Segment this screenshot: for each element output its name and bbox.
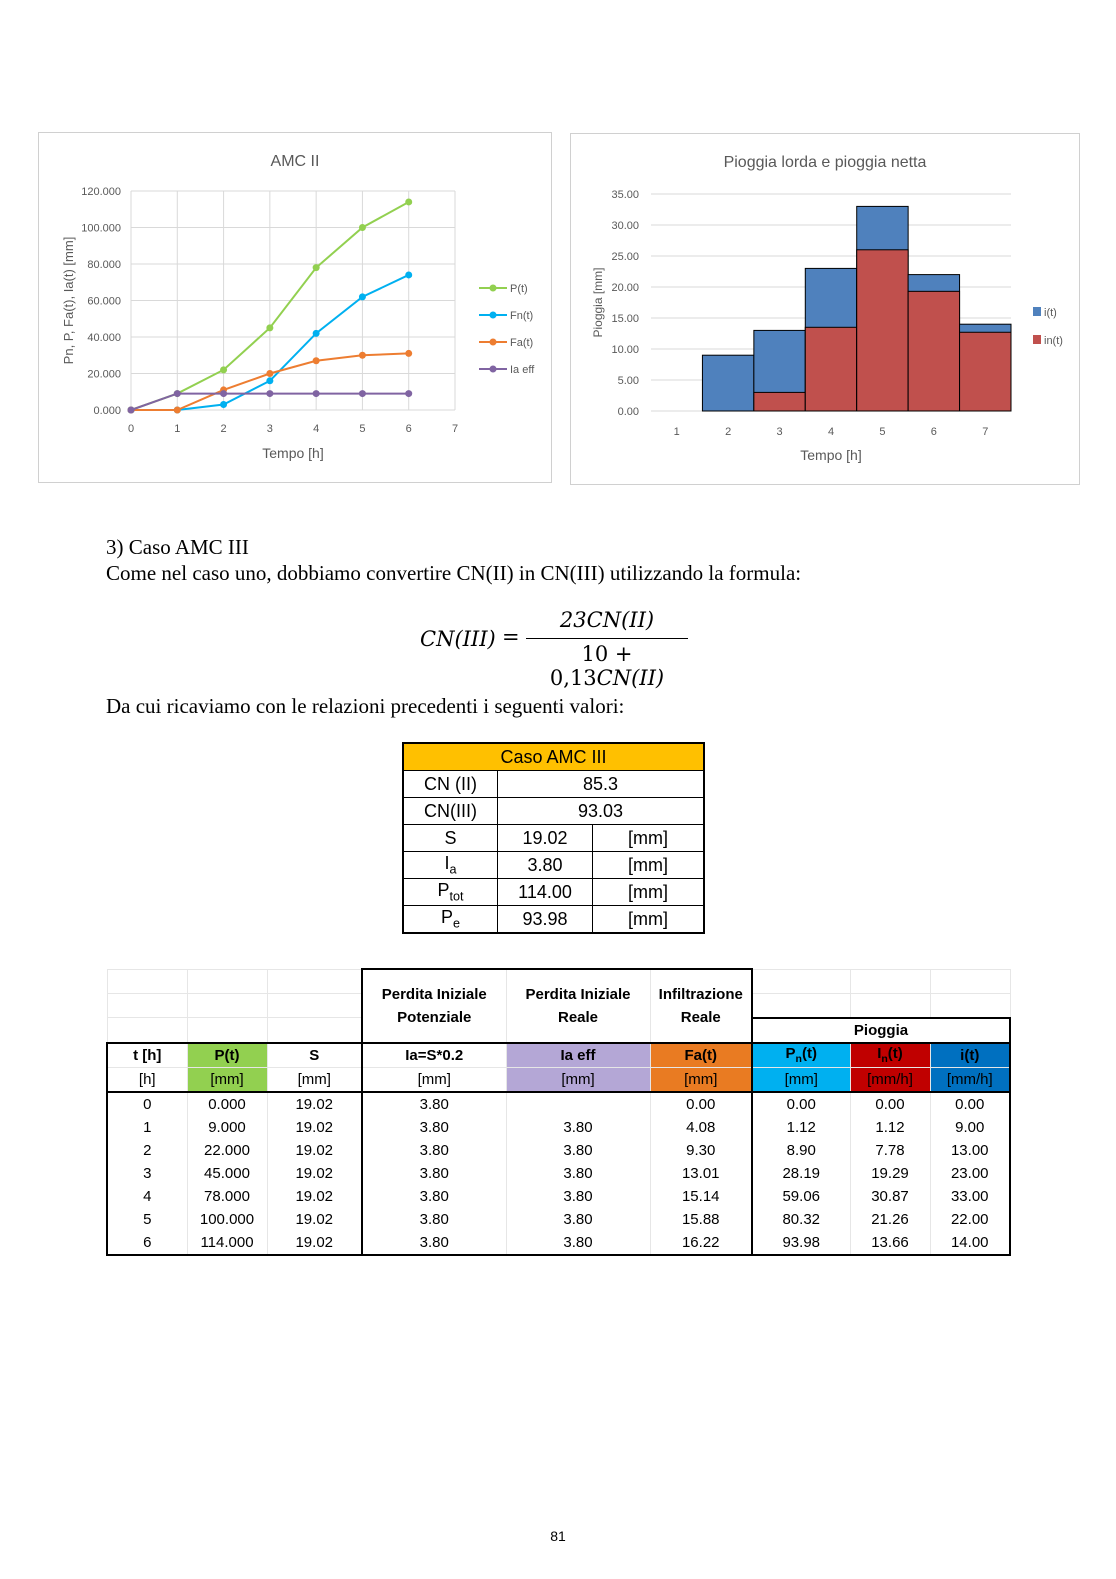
data-point [405,390,412,397]
perdita-pot-line2: Potenziale [397,1008,472,1026]
perdita-pot-line1: Perdita Iniziale [381,985,487,1003]
table-cell: 3.80 [506,1139,650,1162]
perdita-reale-line1: Perdita Iniziale [525,985,631,1003]
table-cell: 3.80 [506,1116,650,1139]
rain-bar-chart [570,133,1080,485]
table-cell: 19.02 [267,1139,362,1162]
y-tick-label: 20.000 [87,368,121,381]
table-cell: 0.000 [187,1092,267,1116]
data-point [266,377,273,384]
y-tick-label: 25.00 [611,251,639,263]
table-cell: 9.30 [650,1139,752,1162]
cn3-value: 93.03 [498,798,705,825]
perdita-reale-line2: Reale [557,1008,599,1026]
data-point [359,352,366,359]
infiltrazione-line1: Infiltrazione [658,985,743,1003]
legend-marker [490,285,497,292]
col-header-ia: Ia=S*0.2 [362,1043,506,1068]
data-point [359,390,366,397]
data-point [220,390,227,397]
legend-marker [490,366,497,373]
x-tick-label: 7 [982,426,989,438]
formula-lhs: CN(III) [420,627,496,651]
legend-label: Fn(t) [510,310,534,322]
col-header-p: P(t) [187,1043,267,1068]
table-row [107,1092,1010,1116]
infiltrazione-line2: Reale [680,1008,721,1026]
cn2-value: 85.3 [498,771,705,798]
infiltrazione-header [650,969,752,1043]
y-tick-label: 15.00 [611,313,639,325]
unit-t: [h] [107,1067,187,1092]
ptot-value: 114.00 [498,879,593,906]
formula-denominator [526,642,688,690]
y-tick-label: 5.00 [617,375,639,387]
table-cell: 21.26 [850,1208,930,1231]
legend-label: Ia eff [510,364,535,376]
table-cell: 1 [107,1116,187,1139]
cn2-label: CN (II) [403,771,498,798]
table-cell: 19.02 [267,1162,362,1185]
table-row [403,879,704,906]
table-cell: 19.29 [850,1162,930,1185]
in-sub: n [881,1053,888,1065]
table-cell: 7.78 [850,1139,930,1162]
pn-sub: n [795,1053,802,1065]
section-heading: 3) Caso AMC III [106,535,249,559]
x-axis-label: Tempo [h] [262,445,324,461]
rain-chart-svg [571,134,1079,484]
legend-label: i(t) [1044,307,1057,319]
table-cell: 13.00 [930,1139,1010,1162]
ptot-label-text: P [437,880,450,901]
table-cell: 4 [107,1185,187,1208]
table-cell: 3.80 [506,1162,650,1185]
col-header-t: t [h] [107,1043,187,1068]
data-point [405,350,412,357]
table-cell: 28.19 [752,1162,850,1185]
legend-swatch [1033,335,1041,344]
table-cell: 19.02 [267,1231,362,1255]
table-row [403,825,704,852]
table-row [107,969,1010,993]
pe-label-sub: e [453,916,461,931]
col-header-fa: Fa(t) [650,1043,752,1068]
x-tick-label: 4 [827,426,835,438]
table-cell: 3.80 [506,1231,650,1255]
table-cell [506,1092,650,1116]
legend-marker [490,339,497,346]
unit-in: [mm/h] [850,1067,930,1092]
ia-unit: [mm] [593,852,705,879]
data-point [405,198,412,205]
data-point [266,324,273,331]
pn-text: P [785,1045,796,1062]
y-tick-label: 80.000 [87,259,121,271]
table-cell: 16.22 [650,1231,752,1255]
data-point [266,390,273,397]
bar-gross-rain [702,355,753,411]
x-tick-label: 2 [220,423,227,435]
table-cell: 93.98 [752,1231,850,1255]
col-header-iaeff: Ia eff [506,1043,650,1068]
section-intro: Come nel caso uno, dobbiamo convertire CN(II) in CN(III) utilizzando la formula: [106,561,802,585]
table-cell: 3.80 [362,1162,506,1185]
perdita-potenziale-header [362,969,506,1043]
data-point [174,407,181,414]
ptot-unit: [mm] [593,879,705,906]
table-cell: 3.80 [362,1092,506,1116]
table-cell: 3.80 [506,1185,650,1208]
table-cell: 80.32 [752,1208,850,1231]
table-row [107,1231,1010,1255]
table-cell: 45.000 [187,1162,267,1185]
y-tick-label: 100.000 [81,222,121,235]
ptot-label [403,879,498,906]
bar-net-rain [908,291,959,411]
data-point [266,370,273,377]
table-cell: 3.80 [362,1208,506,1231]
s-value: 19.02 [498,825,593,852]
s-unit: [mm] [593,825,705,852]
table-row [403,852,704,879]
pe-unit: [mm] [593,906,705,934]
perdita-reale-header [506,969,650,1043]
table-cell: 3 [107,1162,187,1185]
col-header-i: i(t) [930,1043,1010,1068]
cn3-label: CN(III) [403,798,498,825]
pe-value: 93.98 [498,906,593,934]
amc-iii-table [402,742,705,934]
bar-net-rain [960,332,1011,411]
table-cell: 4.08 [650,1116,752,1139]
table-row [107,1116,1010,1139]
legend-label: P(t) [510,283,528,295]
data-point [128,407,135,414]
table-cell: 19.02 [267,1185,362,1208]
x-tick-label: 5 [359,423,366,435]
formula-numerator: 23CN(II) [559,608,655,632]
data-point [220,366,227,373]
formula-fraction-bar [526,638,688,639]
amc-ii-line-chart [38,132,552,483]
table-cell: 30.87 [850,1185,930,1208]
bar-net-rain [857,250,908,411]
data-point [313,264,320,271]
unit-i: [mm/h] [930,1067,1010,1092]
table-cell: 114.000 [187,1231,267,1255]
unit-iaeff: [mm] [506,1067,650,1092]
table-cell: 14.00 [930,1231,1010,1255]
unit-ia: [mm] [362,1067,506,1092]
ia-label-sub: a [449,862,457,877]
x-tick-label: 6 [930,426,937,438]
table-cell: 1.12 [850,1116,930,1139]
table-cell: 8.90 [752,1139,850,1162]
table-cell: 3.80 [362,1231,506,1255]
table-row [107,1162,1010,1185]
unit-fa: [mm] [650,1067,752,1092]
table-cell: 0 [107,1092,187,1116]
data-point [405,271,412,278]
y-tick-label: 30.00 [611,220,639,232]
formula-denominator-prefix: 10 + 0,13 [549,642,633,690]
table-cell: 13.66 [850,1231,930,1255]
y-tick-label: 40.000 [87,332,121,344]
table-cell: 23.00 [930,1162,1010,1185]
table-row [107,1139,1010,1162]
unit-s: [mm] [267,1067,362,1092]
table-cell: 22.00 [930,1208,1010,1231]
table-cell: 2 [107,1139,187,1162]
ia-value: 3.80 [498,852,593,879]
table-cell: 78.000 [187,1185,267,1208]
ia-label-text: I [444,853,450,874]
table-cell: 1.12 [752,1116,850,1139]
y-tick-label: 120.000 [81,186,121,198]
x-tick-label: 2 [725,426,732,438]
table-row [403,906,704,934]
table-cell: 9.000 [187,1116,267,1139]
chart-title: Pioggia lorda e pioggia netta [723,154,927,171]
y-tick-label: 0.00 [617,406,639,418]
x-tick-label: 4 [313,423,320,435]
table-cell: 5 [107,1208,187,1231]
table-cell: 3.80 [362,1116,506,1139]
results-table [106,968,1011,1256]
data-point [313,330,320,337]
formula-denominator-var: CN(II) [596,666,665,690]
col-header-pn [752,1043,850,1068]
data-point [313,390,320,397]
table-row [107,1208,1010,1231]
table-cell: 9.00 [930,1116,1010,1139]
pe-label-text: P [440,907,453,928]
bar-net-rain [754,392,805,411]
legend-label: in(t) [1044,335,1063,347]
legend-marker [490,312,497,319]
y-axis-label: Pn, P, Fa(t), Ia(t) [mm] [61,236,76,365]
amc-ii-chart-svg [39,133,551,482]
table-row [403,743,704,771]
x-axis-label: Tempo [h] [800,447,862,463]
data-point [359,293,366,300]
x-tick-label: 3 [266,423,273,435]
x-tick-label: 1 [673,426,680,438]
table-cell: 19.02 [267,1092,362,1116]
y-tick-label: 35.00 [611,189,639,201]
y-axis-label: Pioggia [mm] [591,267,605,338]
x-tick-label: 0 [127,423,135,435]
chart-title: AMC II [270,153,320,170]
table-cell: 19.02 [267,1116,362,1139]
data-point [359,224,366,231]
x-tick-label: 1 [174,423,181,435]
table-cell: 0.00 [850,1092,930,1116]
table-cell: 0.00 [930,1092,1010,1116]
y-tick-label: 60.000 [87,295,121,308]
data-point [313,357,320,364]
cn-formula [420,608,700,690]
table-row [107,1043,1010,1068]
table-cell: 0.00 [752,1092,850,1116]
table-cell: 100.000 [187,1208,267,1231]
y-tick-label: 20.00 [611,282,639,294]
table-cell: 59.06 [752,1185,850,1208]
table-row [107,1067,1010,1092]
unit-pn: [mm] [752,1067,850,1092]
x-tick-label: 5 [879,426,886,438]
unit-p: [mm] [187,1067,267,1092]
col-header-in [850,1043,930,1068]
ptot-label-sub: tot [449,889,464,904]
pioggia-header: Pioggia [752,1018,1010,1043]
bar-net-rain [805,327,856,411]
data-point [174,390,181,397]
amc-table-title: Caso AMC III [403,743,704,771]
x-tick-label: 6 [405,423,412,435]
section-after: Da cui ricaviamo con le relazioni precedenti i seguenti valori: [106,694,625,718]
legend-swatch [1033,307,1041,316]
ia-label [403,852,498,879]
col-header-s: S [267,1043,362,1068]
table-cell: 6 [107,1231,187,1255]
pe-label [403,906,498,934]
table-cell: 3.80 [362,1139,506,1162]
table-cell: 15.88 [650,1208,752,1231]
in-tail: (t) [887,1045,903,1062]
table-row [403,798,704,825]
table-cell: 33.00 [930,1185,1010,1208]
table-cell: 3.80 [506,1208,650,1231]
y-tick-label: 10.00 [611,344,639,356]
table-cell: 0.00 [650,1092,752,1116]
legend-label: Fa(t) [510,337,534,349]
page-number: 81 [550,1528,566,1544]
table-row [403,771,704,798]
y-tick-label: 0.000 [93,405,121,417]
x-tick-label: 7 [451,423,459,435]
table-cell: 22.000 [187,1139,267,1162]
table-cell: 19.02 [267,1208,362,1231]
in-text: I [877,1045,882,1062]
x-tick-label: 3 [776,426,783,438]
table-cell: 13.01 [650,1162,752,1185]
table-cell: 3.80 [362,1185,506,1208]
formula-equals: = [502,625,520,649]
data-point [220,401,227,408]
s-label: S [403,825,498,852]
pn-tail: (t) [801,1045,817,1062]
table-cell: 15.14 [650,1185,752,1208]
table-row [107,1185,1010,1208]
